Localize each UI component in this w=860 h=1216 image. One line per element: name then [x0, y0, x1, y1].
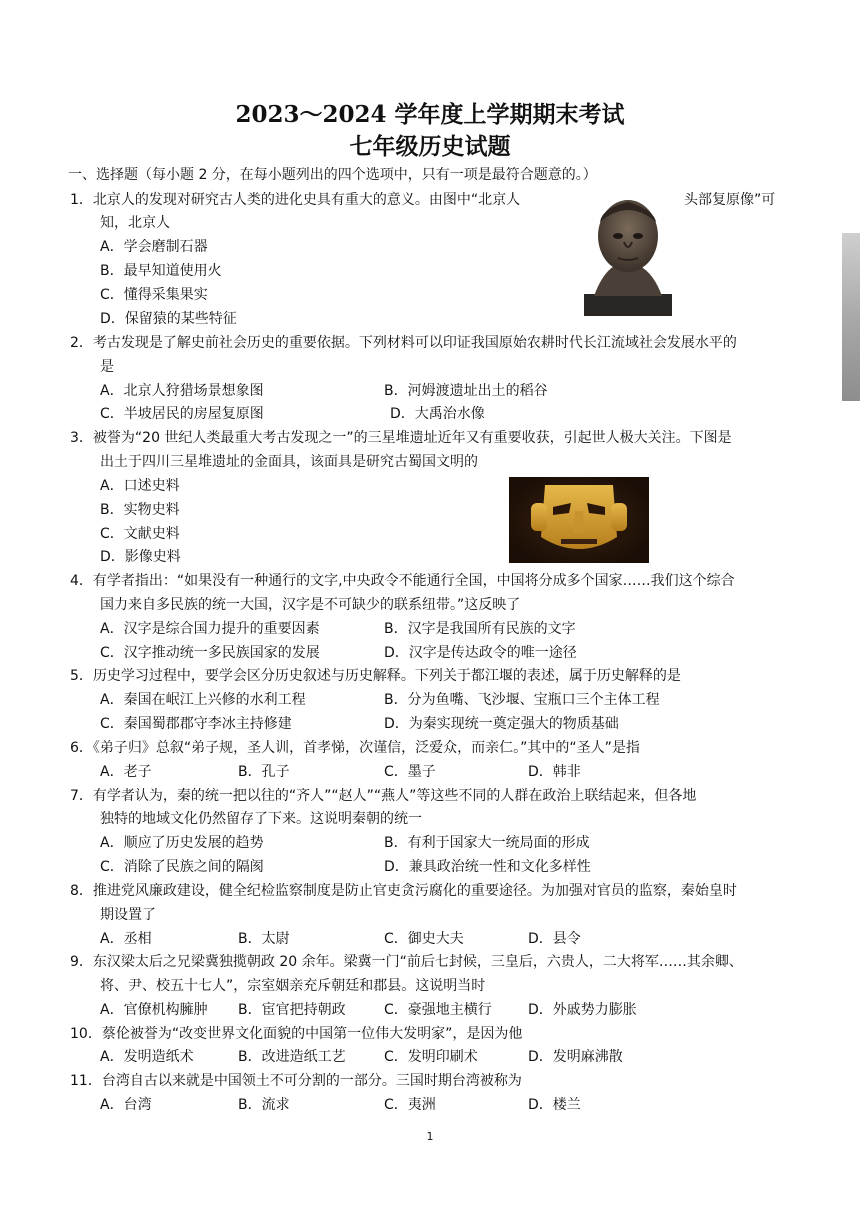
- q11-option-d: D．楼兰: [528, 1097, 581, 1113]
- question-3-stem-cont: 出土于四川三星堆遗址的金面具，该面具是研究古蜀国文明的: [100, 454, 478, 470]
- q9-option-b: B．宦官把持朝政: [238, 1002, 346, 1018]
- q1-option-d: D．保留猿的某些特征: [100, 311, 237, 327]
- q2-option-c: C．半坡居民的房屋复原图: [100, 406, 264, 422]
- q7-option-c: C．消除了民族之间的隔阂: [100, 859, 264, 875]
- q7-option-d: D．兼具政治统一性和文化多样性: [384, 859, 591, 875]
- q4-option-c: C．汉字推动统一多民族国家的发展: [100, 645, 320, 661]
- q6-option-d: D．韩非: [528, 764, 581, 780]
- question-7-stem: 7．有学者认为，秦的统一把以往的“齐人”“赵人”“燕人”等这些不同的人群在政治上联结起来，但各地: [70, 788, 697, 804]
- gold-mask-image: [509, 477, 649, 563]
- q1-option-b: B．最早知道使用火: [100, 263, 222, 279]
- q2-option-b: B．河姆渡遗址出土的稻谷: [384, 383, 548, 399]
- peking-man-bust-image: [574, 192, 680, 316]
- question-4-stem: 4．有学者指出：“如果没有一种通行的文字,中央政令不能通行全国，中国将分成多个国家……我们这个综合: [70, 573, 735, 589]
- question-1-stem-cont2: 知，北京人: [100, 215, 170, 231]
- section-heading: 一、选择题（每小题 2 分，在每小题列出的四个选项中，只有一项是最符合题意的。）: [68, 167, 597, 183]
- question-8-stem: 8．推进党风廉政建设，健全纪检监察制度是防止官吏贪污腐化的重要途径。为加强对官员的监察，秦始皇时: [70, 883, 737, 899]
- cropped-side-image: [842, 233, 860, 401]
- q5-option-a: A．秦国在岷江上兴修的水利工程: [100, 692, 306, 708]
- question-5-stem: 5．历史学习过程中，要学会区分历史叙述与历史解释。下列关于都江堰的表述，属于历史解释的是: [70, 668, 681, 684]
- q5-option-c: C．秦国蜀郡郡守李冰主持修建: [100, 716, 292, 732]
- q9-option-d: D．外戚势力膨胀: [528, 1002, 637, 1018]
- q4-option-a: A．汉字是综合国力提升的重要因素: [100, 621, 320, 637]
- question-9-stem: 9．东汉梁太后之兄梁冀独揽朝政 20 余年。梁冀一门“前后七封候，三皇后，六贵人，二大将军……其余卿、: [70, 954, 743, 970]
- question-2-stem-cont: 是: [100, 359, 114, 375]
- q3-option-d: D．影像史料: [100, 549, 181, 565]
- question-2-stem: 2．考古发现是了解史前社会历史的重要依据。下列材料可以印证我国原始农耕时代长江流域社会发展水平的: [70, 335, 737, 351]
- q9-option-c: C．豪强地主横行: [384, 1002, 492, 1018]
- q5-option-b: B．分为鱼嘴、飞沙堰、宝瓶口三个主体工程: [384, 692, 660, 708]
- q3-option-a: A．口述史料: [100, 478, 180, 494]
- q10-option-a: A．发明造纸术: [100, 1049, 194, 1065]
- q5-option-d: D．为秦实现统一奠定强大的物质基础: [384, 716, 619, 732]
- question-9-stem-cont: 将、尹、校五十七人”，宗室姻亲充斥朝廷和郡县。这说明当时: [100, 978, 486, 994]
- q3-option-c: C．文献史料: [100, 526, 180, 542]
- q8-option-b: B．太尉: [238, 931, 290, 947]
- q10-option-d: D．发明麻沸散: [528, 1049, 623, 1065]
- question-4-stem-cont: 国力来自多民族的统一大国，汉字是不可缺少的联系纽带。”这反映了: [100, 597, 521, 613]
- question-6-stem: 6．《弟子归》总叙“弟子规，圣人训，首孝悌，次谨信，泛爱众，而亲仁。”其中的“圣人”是指: [70, 740, 640, 756]
- q2-option-a: A．北京人狩猎场景想象图: [100, 383, 264, 399]
- q7-option-b: B．有利于国家大一统局面的形成: [384, 835, 590, 851]
- exam-subtitle: 七年级历史试题: [349, 133, 511, 160]
- q2-option-d: D．大禹治水像: [390, 406, 485, 422]
- q11-option-c: C．夷洲: [384, 1097, 436, 1113]
- q4-option-d: D．汉字是传达政令的唯一途径: [384, 645, 577, 661]
- q6-option-a: A．老子: [100, 764, 152, 780]
- question-10-stem: 10．蔡伦被誉为“改变世界文化面貌的中国第一位伟大发明家”，是因为他: [70, 1026, 523, 1042]
- q10-option-c: C．发明印刷术: [384, 1049, 478, 1065]
- question-1-stem-cont: 头部复原像”可: [684, 192, 776, 208]
- q6-option-b: B．孔子: [238, 764, 290, 780]
- q11-option-a: A．台湾: [100, 1097, 152, 1113]
- q8-option-a: A．丞相: [100, 931, 152, 947]
- page-number: 1: [426, 1130, 434, 1143]
- q9-option-a: A．官僚机构臃肿: [100, 1002, 208, 1018]
- question-8-stem-cont: 期设置了: [100, 907, 156, 923]
- q8-option-d: D．县令: [528, 931, 581, 947]
- q1-option-c: C．懂得采集果实: [100, 287, 208, 303]
- q6-option-c: C．墨子: [384, 764, 436, 780]
- question-1-stem: 1．北京人的发现对研究古人类的进化史具有重大的意义。由图中“北京人: [70, 192, 521, 208]
- q10-option-b: B．改进造纸工艺: [238, 1049, 346, 1065]
- q3-option-b: B．实物史料: [100, 502, 180, 518]
- question-3-stem: 3．被誉为“20 世纪人类最重大考古发现之一”的三星堆遗址近年又有重要收获，引起世人极大关注。下图是: [70, 430, 732, 446]
- q8-option-c: C．御史大夫: [384, 931, 464, 947]
- question-11-stem: 11．台湾自古以来就是中国领土不可分割的一部分。三国时期台湾被称为: [70, 1073, 522, 1089]
- exam-title: 2023～2024 学年度上学期期末考试: [235, 101, 625, 128]
- question-7-stem-cont: 独特的地域文化仍然留存了下来。这说明秦朝的统一: [100, 811, 422, 827]
- q4-option-b: B．汉字是我国所有民族的文字: [384, 621, 576, 637]
- q11-option-b: B．流求: [238, 1097, 290, 1113]
- q1-option-a: A．学会磨制石器: [100, 239, 208, 255]
- q7-option-a: A．顺应了历史发展的趋势: [100, 835, 264, 851]
